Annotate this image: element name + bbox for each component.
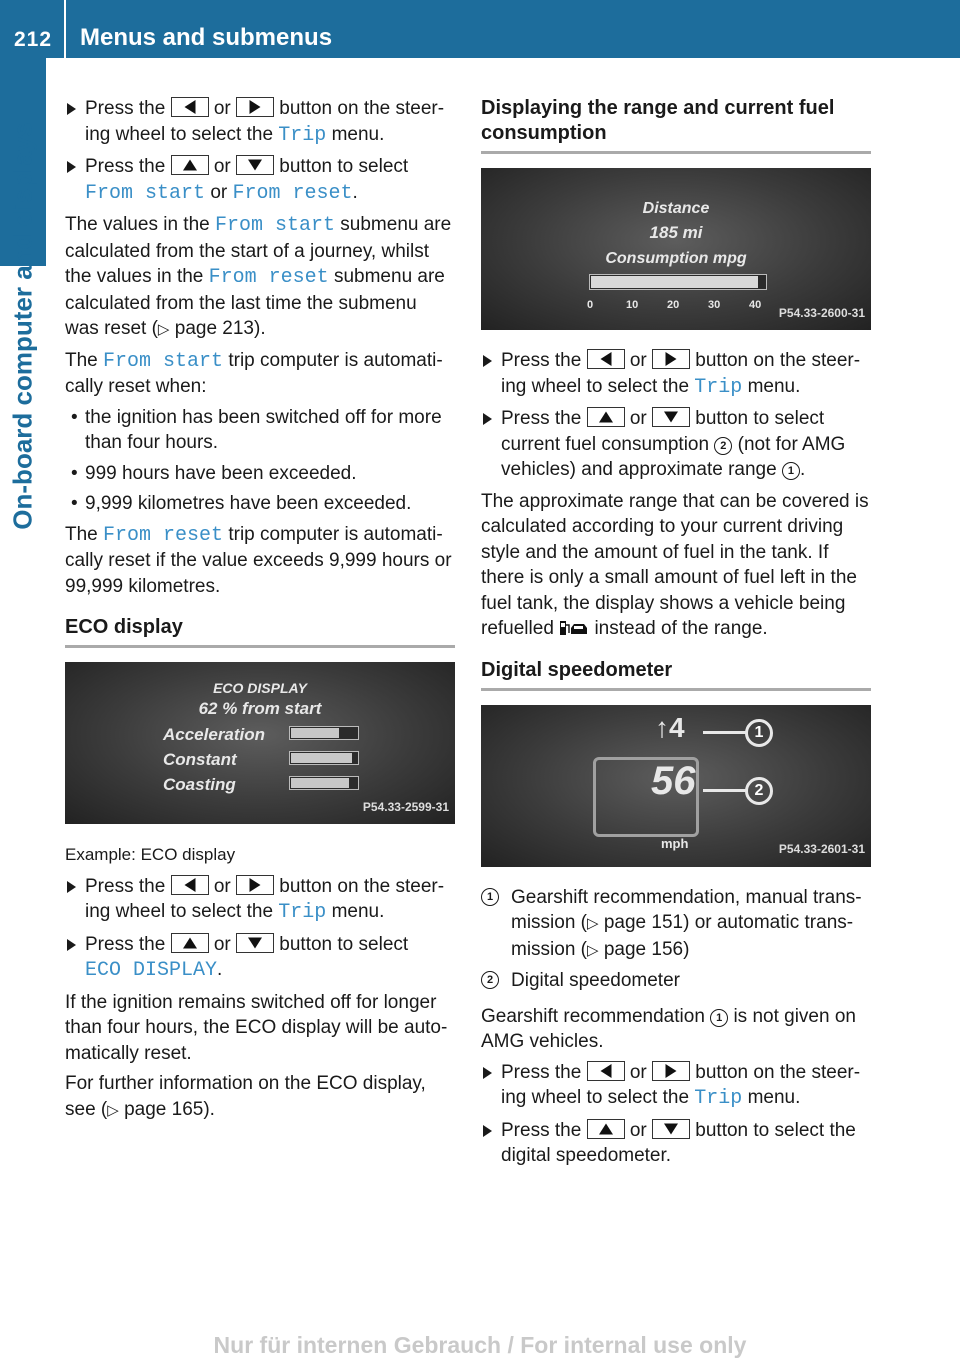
list-item: • 999 hours have been exceeded.: [65, 461, 455, 487]
distance-label: Distance: [642, 200, 710, 217]
consumption-bar: [589, 274, 767, 290]
down-arrow-key-icon: [236, 155, 274, 175]
section-title: Menus and submenus: [80, 24, 333, 51]
speed-unit: mph: [661, 835, 689, 851]
range-heading: Displaying the range and current fuel consumption: [481, 96, 871, 154]
from-start-menu-name: From start: [85, 181, 206, 205]
image-code: P54.33-2600-31: [778, 305, 865, 320]
callout-number: 1: [481, 888, 499, 906]
distance-value: 185 mi: [649, 223, 703, 242]
list-item: • 9,999 kilometres have been exceeded.: [65, 491, 455, 517]
paragraph-submenu-values: The values in the From start submenu are calculated from the start of a journey, whilst the values in the From reset submenu are calculated from the last time the submenu was reset (▷ page 213).: [65, 214, 452, 339]
tick-label: 20: [667, 299, 680, 311]
callout-number: 2: [714, 437, 732, 455]
tick-label: 40: [749, 299, 762, 311]
right-arrow-key-icon: [652, 1061, 690, 1081]
range-display-image: [481, 168, 871, 330]
paragraph-auto-reset: The From start trip computer is automati- cally reset when:: [65, 349, 443, 397]
up-arrow-key-icon: [171, 933, 209, 953]
down-arrow-key-icon: [236, 933, 274, 953]
tick-label: 0: [587, 299, 594, 311]
callout-number: 2: [481, 971, 499, 989]
speedometer-display-image: [481, 705, 871, 867]
eco-bar: [289, 751, 359, 765]
left-column: [65, 96, 455, 1128]
legend-item: 2 Digital speedometer: [481, 968, 871, 994]
figure-caption: Example: ECO display: [65, 845, 236, 864]
right-arrow-key-icon: [652, 349, 690, 369]
page-ref-icon: ▷: [157, 321, 170, 338]
step-select-trip: Press the or button on the steer- ing wheel to select the Trip menu.: [481, 348, 871, 400]
image-code: P54.33-2601-31: [778, 842, 865, 856]
page-ref-icon: ▷: [107, 1101, 119, 1119]
step-select-trip: Press the or button on the steer- ing wheel to select the Trip menu.: [481, 1060, 871, 1112]
up-arrow-key-icon: [171, 155, 209, 175]
tick-label: 30: [708, 299, 721, 311]
legend-item: 1 Gearshift recommendation, manual trans- mission (▷ page 151) or automatic trans- mission (▷ page 156): [481, 885, 871, 964]
callout-1: 1: [745, 719, 773, 747]
eco-display-value: 62 % from start: [198, 699, 322, 718]
step-select-speedometer: Press the or button to select the digital speedometer.: [481, 1118, 871, 1169]
down-arrow-key-icon: [652, 407, 690, 427]
step-select-submenu: Press the or button to select From start or From reset.: [65, 154, 455, 206]
consumption-label: Consumption mpg: [605, 250, 747, 267]
from-reset-menu-name: From reset: [232, 181, 353, 205]
paragraph-gearshift: Gearshift recommendation 1 is not given on AMG vehicles.: [481, 1005, 856, 1052]
eco-display-title: ECO DISPLAY: [213, 680, 307, 696]
speed-value: 56: [651, 758, 696, 803]
page-ref-icon: ▷: [587, 915, 599, 932]
left-arrow-key-icon: [587, 349, 625, 369]
header-divider: [64, 0, 66, 58]
callout-2: 2: [745, 777, 773, 805]
page-number: 212: [14, 28, 53, 51]
up-arrow-key-icon: [587, 407, 625, 427]
eco-display-image: [65, 662, 455, 824]
eco-row-label: Constant: [163, 750, 237, 769]
left-arrow-key-icon: [587, 1061, 625, 1081]
eco-bar: [289, 776, 359, 790]
speedometer-heading: Digital speedometer: [481, 658, 871, 691]
trip-menu-name: Trip: [278, 123, 327, 147]
consumption-bar-fill: [591, 276, 758, 288]
step-select-consumption: Press the or button to select current fuel consumption 2 (not for AMG vehicles) and approximate range 1 .: [481, 406, 871, 483]
paragraph-reset-limit: The From reset trip computer is automati- cally reset if the value exceeds 9,999 hours or 99,999 kilometres.: [65, 523, 452, 597]
image-code: P54.33-2599-31: [362, 799, 449, 814]
tick-label: 10: [626, 299, 639, 311]
step-select-trip: Press the or button on the steer- ing wheel to select the Trip menu.: [65, 96, 455, 148]
eco-row-label: Coasting: [163, 775, 236, 794]
callout-line: [703, 731, 747, 734]
paragraph-eco-info: For further information on the ECO display, see (▷ page 165).: [65, 1073, 426, 1120]
footer-watermark: Nur für internen Gebrauch / For internal use only: [213, 1332, 747, 1358]
callout-number: 1: [710, 1009, 728, 1027]
paragraph-eco-reset: If the ignition remains switched off for longer than four hours, the ECO display will be auto- matically reset.: [65, 991, 448, 1064]
step-select-trip: Press the or button on the steer- ing wheel to select the Trip menu.: [65, 874, 455, 926]
page-ref-icon: ▷: [587, 941, 599, 959]
up-arrow-key-icon: [587, 1119, 625, 1139]
eco-display-heading: ECO display: [65, 615, 455, 648]
eco-display-menu-name: ECO DISPLAY: [85, 959, 218, 982]
callout-number: 1: [782, 462, 800, 480]
paragraph-range: The approximate range that can be covered is calculated according to your current driving style and the amount of fuel in the tank. If there is only a small amount of fuel left in the fuel tank, the display shows a vehicle being refuelled instead of the range.: [481, 490, 869, 639]
right-arrow-key-icon: [236, 97, 274, 117]
eco-bar: [289, 726, 359, 740]
right-column: [481, 96, 871, 1175]
eco-row-label: Acceleration: [163, 725, 266, 744]
down-arrow-key-icon: [652, 1119, 690, 1139]
list-item: • the ignition has been switched off for more than four hours.: [65, 405, 455, 456]
right-arrow-key-icon: [236, 875, 274, 895]
side-tab-label: On-board computer and displays: [7, 122, 38, 530]
left-arrow-key-icon: [171, 875, 209, 895]
fuel-pump-vehicle-icon: [559, 619, 589, 637]
left-arrow-key-icon: [171, 97, 209, 117]
gear-recommendation: ↑4: [655, 711, 685, 743]
step-select-eco: Press the or button to select ECO DISPLAY.: [65, 932, 455, 984]
callout-line: [703, 789, 747, 792]
